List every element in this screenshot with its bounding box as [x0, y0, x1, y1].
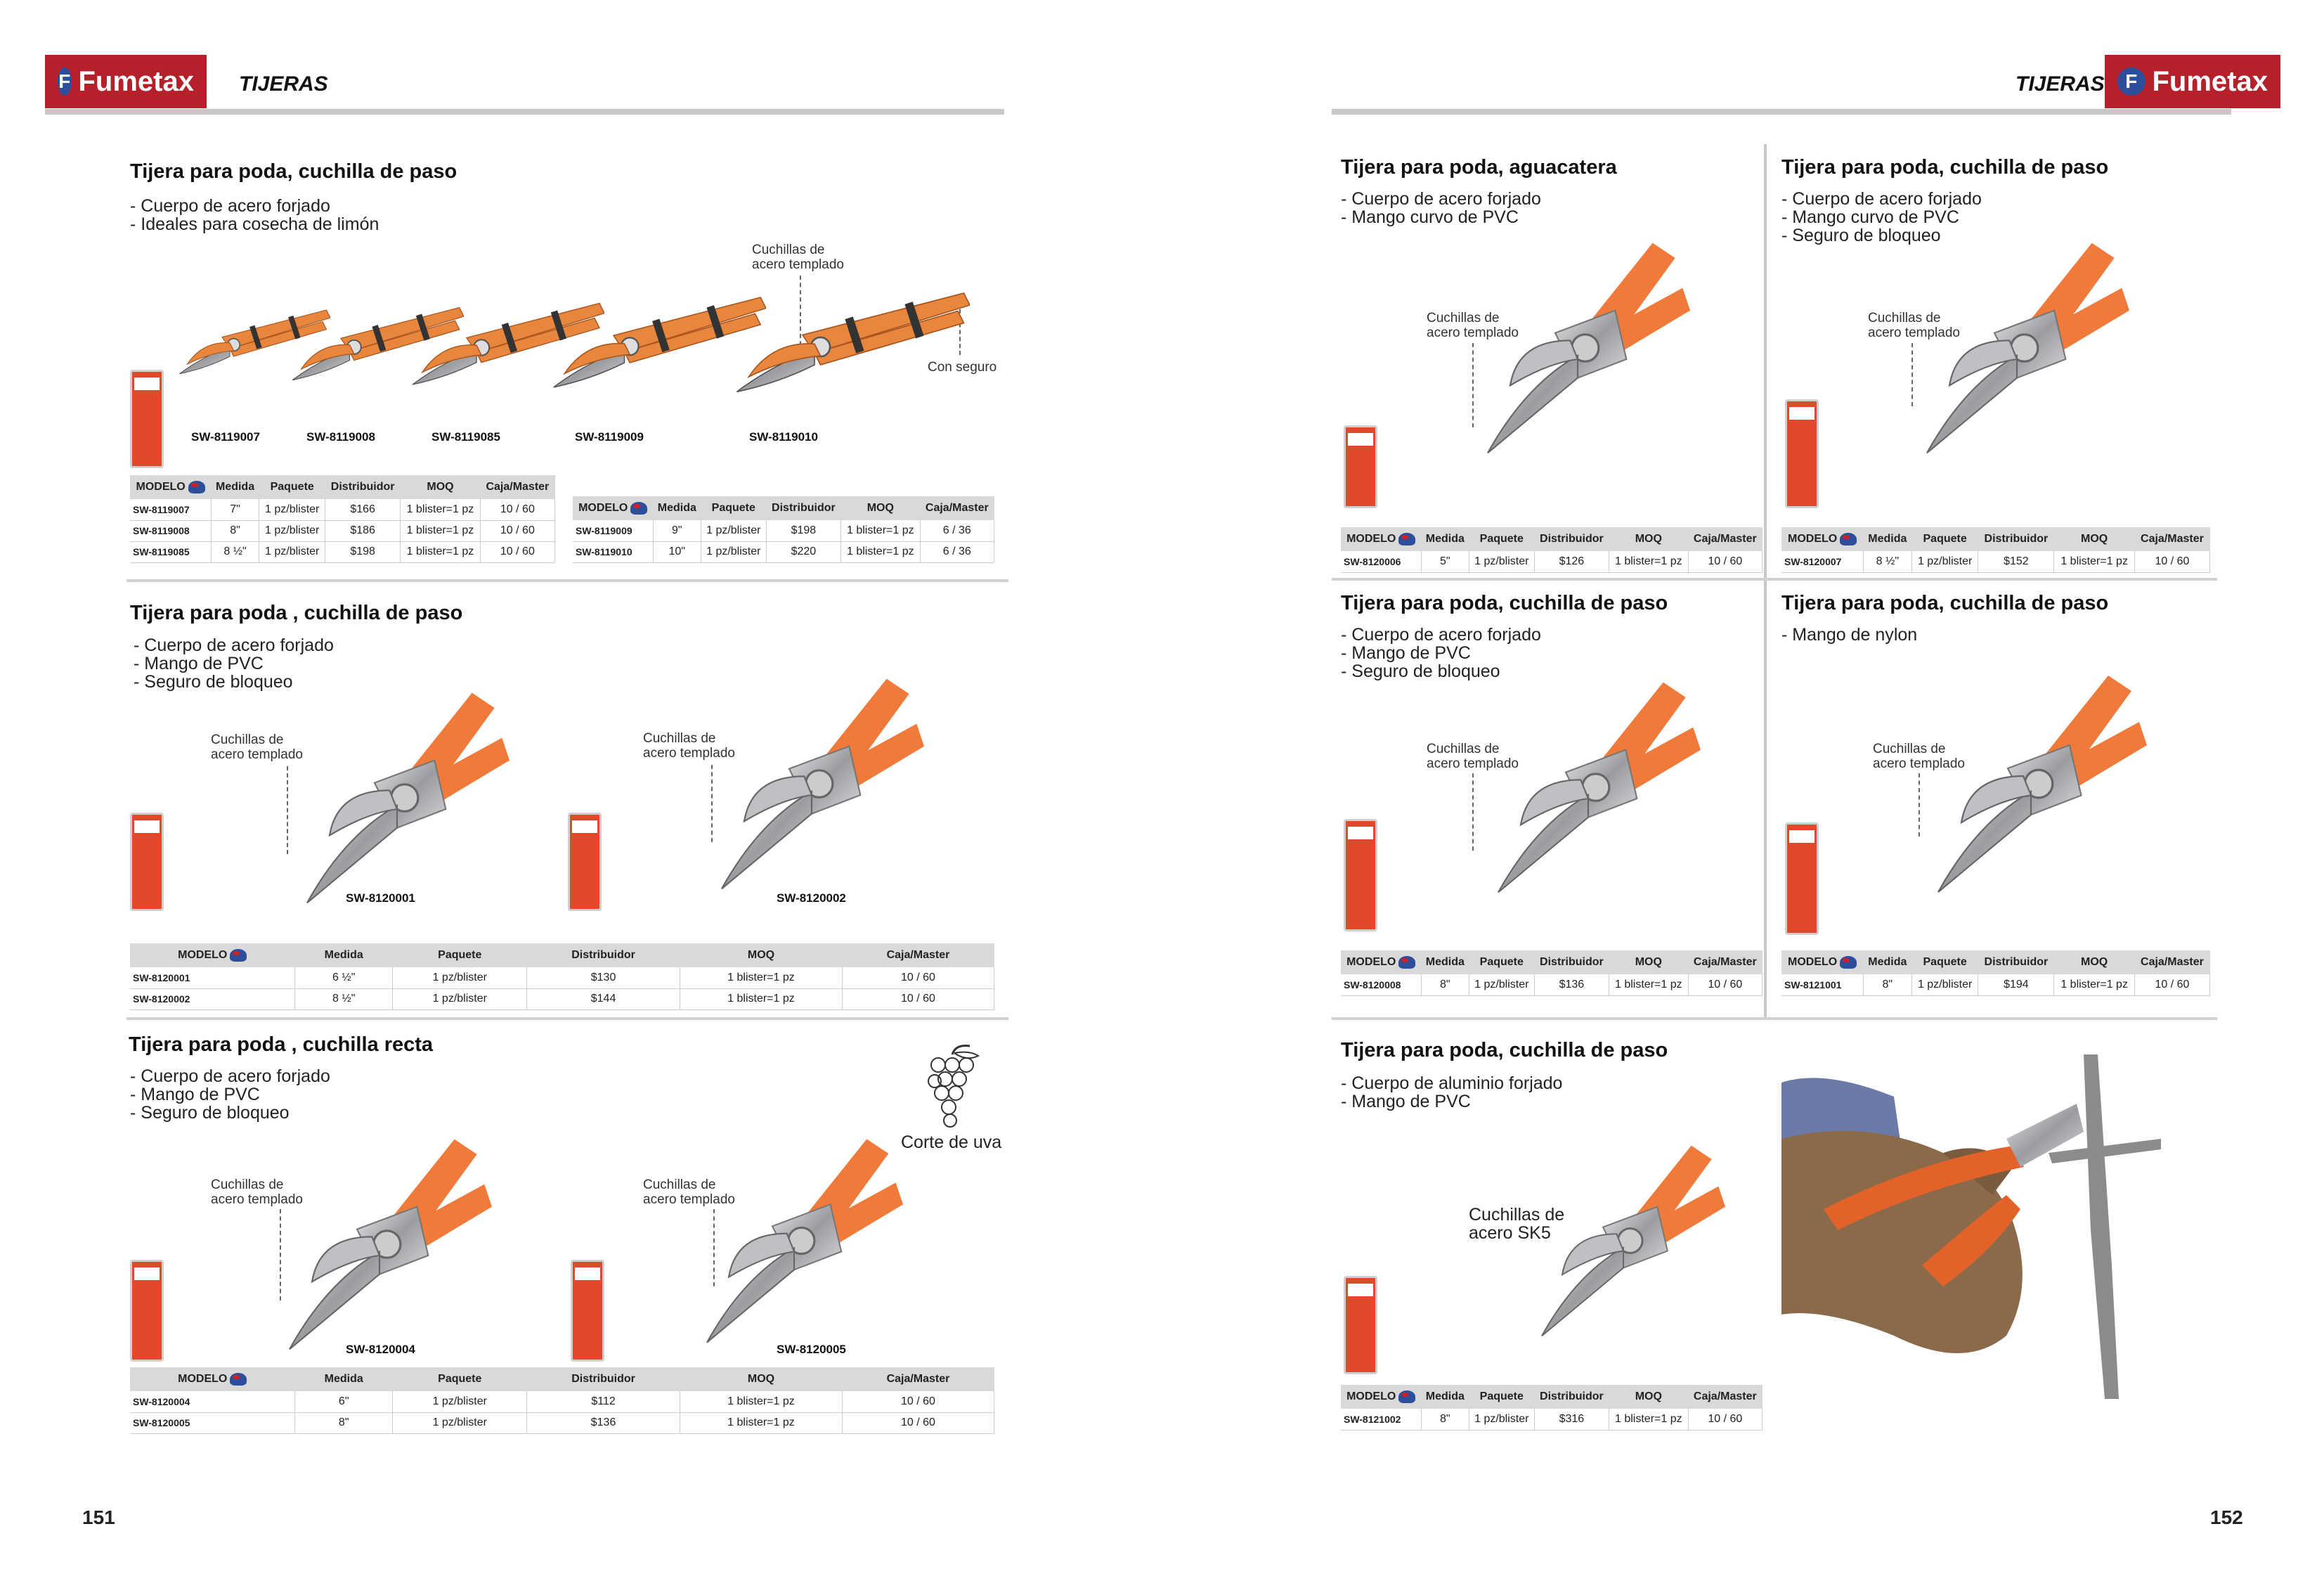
header-rule-left — [45, 109, 1004, 115]
section-title: Tijera para poda, aguacatera — [1341, 156, 1617, 179]
table-row: SW-8120006 5" 1 pz/blister $126 1 blister=1 pz 10 / 60 — [1341, 551, 1763, 572]
aluminum-shears-image — [1476, 1139, 1771, 1343]
fumetax-mini-icon — [230, 949, 247, 962]
table-header: MODELO Medida Paquete Distribuidor MOQ Caja/Master — [1341, 527, 1763, 551]
table-row: SW-8119007 7" 1 pz/blister $166 1 blister=1 pz 10 / 60 — [130, 499, 555, 520]
table-header: MODELO Medida Paquete Distribuidor MOQ Caja/Master — [1341, 950, 1763, 974]
table-header: MODELO Medida Paquete Distribuidor MOQ Caja/Master — [130, 1367, 994, 1391]
section-title: Tijera para poda , cuchilla recta — [129, 1033, 434, 1056]
model-label: SW-8119085 — [431, 430, 500, 444]
spec-table — [130, 1367, 994, 1434]
section-title: Tijera para poda, cuchilla de paso — [130, 160, 457, 183]
column-divider — [1764, 144, 1767, 1019]
blade-callout: Cuchillas de acero templado — [1873, 742, 1965, 771]
table-row: SW-8120001 6 ½" 1 pz/blister $130 1 blister=1 pz 10 / 60 — [130, 967, 994, 988]
blade-callout: Cuchillas de acero templado — [211, 1177, 303, 1207]
section-divider — [1332, 578, 2217, 581]
fumetax-mini-icon — [1398, 956, 1415, 969]
pruning-shears-image — [1448, 675, 1729, 900]
spec-table — [1341, 950, 1763, 996]
table-header: MODELO Medida Paquete Distribuidor MOQ Caja/Master — [130, 475, 555, 499]
spec-table — [130, 943, 994, 1010]
brand-name: Fumetax — [78, 65, 194, 97]
blade-callout: Cuchillas de acero SK5 — [1469, 1205, 1565, 1243]
grape-shears-image — [253, 1132, 506, 1357]
table-header: MODELO Medida Paquete Distribuidor MOQ Caja/Master — [1341, 1385, 1763, 1409]
model-label: SW-8119008 — [306, 430, 375, 444]
table-header: MODELO Medida Paquete Distribuidor MOQ Caja/Master — [573, 496, 994, 520]
blister-pack-image — [1344, 819, 1377, 931]
section-title: Tijera para poda , cuchilla de paso — [130, 602, 463, 624]
feature-list: - Mango de nylon — [1781, 625, 1918, 645]
blade-callout: Cuchillas de acero templado — [1868, 311, 1960, 340]
blister-pack-image — [1785, 822, 1819, 935]
blister-pack-image — [568, 813, 602, 911]
gloved-hand-photo — [1781, 1054, 2161, 1399]
avocado-shears-image — [1451, 235, 1704, 460]
blister-pack-image — [571, 1260, 604, 1362]
page-number-right: 152 — [2210, 1506, 2243, 1528]
pruning-shears-image — [271, 685, 524, 910]
fumetax-logo-icon: F — [58, 67, 72, 96]
model-label: SW-8119007 — [191, 430, 260, 444]
blade-callout: Cuchillas de acero templado — [1427, 311, 1519, 340]
table-row: SW-8119010 10" 1 pz/blister $220 1 blister=1 pz 6 / 36 — [573, 541, 994, 562]
feature-list: - Cuerpo de aluminio forjado - Mango de PVC — [1341, 1073, 1563, 1111]
feature-list: - Cuerpo de acero forjado - Mango de PVC - Seguro de bloqueo — [130, 1066, 330, 1123]
model-label: SW-8120004 — [346, 1343, 415, 1356]
table-row: SW-8121002 8" 1 pz/blister $316 1 blister=1 pz 10 / 60 — [1341, 1409, 1763, 1430]
fumetax-mini-icon — [230, 1373, 247, 1386]
blade-callout: Cuchillas de acero templado — [211, 732, 303, 762]
blister-pack-image — [1344, 425, 1377, 508]
table-row: SW-8120007 8 ½" 1 pz/blister $152 1 blister=1 pz 10 / 60 — [1781, 551, 2210, 572]
fumetax-mini-icon — [630, 502, 647, 515]
feature-list: - Cuerpo de acero forjado - Ideales para cosecha de limón — [130, 196, 379, 234]
blister-pack-image — [1344, 1276, 1377, 1374]
table-row: SW-8120008 8" 1 pz/blister $136 1 blister=1 pz 10 / 60 — [1341, 974, 1763, 995]
pruning-shears-image — [692, 671, 931, 896]
blister-pack-image — [130, 813, 164, 911]
spec-table — [1341, 1385, 1763, 1431]
fumetax-mini-icon — [188, 481, 205, 493]
grape-cut-label: Corte de uva — [901, 1132, 1002, 1152]
table-header: MODELO Medida Paquete Distribuidor MOQ Caja/Master — [1781, 527, 2210, 551]
blade-callout: Cuchillas de acero templado — [752, 243, 844, 272]
model-label: SW-8120002 — [777, 891, 846, 905]
model-label: SW-8119010 — [749, 430, 818, 444]
spec-table — [1781, 527, 2210, 573]
spec-table — [573, 496, 994, 563]
lopper-image — [731, 264, 970, 418]
header-rule-right — [1332, 109, 2231, 115]
blade-callout: Cuchillas de acero templado — [643, 731, 735, 761]
spec-table — [1781, 950, 2210, 996]
pruning-shears-image — [1876, 235, 2157, 460]
fumetax-mini-icon — [1398, 533, 1415, 546]
feature-list: - Cuerpo de acero forjado - Mango curvo de PVC — [1341, 189, 1541, 227]
model-label: SW-8120005 — [777, 1343, 846, 1356]
blister-pack-image — [1785, 399, 1819, 508]
table-row: SW-8119009 9" 1 pz/blister $198 1 blister=1 pz 6 / 36 — [573, 520, 994, 541]
table-row: SW-8120005 8" 1 pz/blister $136 1 blister=1 pz 10 / 60 — [130, 1412, 994, 1433]
table-row: SW-8119008 8" 1 pz/blister $186 1 blister=1 pz 10 / 60 — [130, 520, 555, 541]
section-title: Tijera para poda, cuchilla de paso — [1781, 156, 2109, 179]
section-title: Tijera para poda, cuchilla de paso — [1341, 592, 1668, 614]
model-label: SW-8119009 — [575, 430, 644, 444]
table-header: MODELO Medida Paquete Distribuidor MOQ Caja/Master — [130, 943, 994, 967]
spec-table — [130, 475, 555, 563]
section-divider — [126, 1017, 1008, 1020]
table-row: SW-8121001 8" 1 pz/blister $194 1 blister=1 pz 10 / 60 — [1781, 974, 2210, 995]
category-title-left: TIJERAS — [239, 72, 328, 96]
brand-logo-left — [45, 55, 207, 108]
table-row: SW-8120002 8 ½" 1 pz/blister $144 1 blister=1 pz 10 / 60 — [130, 988, 994, 1009]
blister-pack-image — [130, 1260, 164, 1362]
brand-name: Fumetax — [2152, 65, 2268, 97]
fumetax-mini-icon — [1398, 1390, 1415, 1403]
grape-shears-image — [671, 1132, 917, 1350]
brand-logo-right — [2105, 55, 2280, 108]
section-title: Tijera para poda, cuchilla de paso — [1781, 592, 2109, 614]
table-row: SW-8120004 6" 1 pz/blister $112 1 blister=1 pz 10 / 60 — [130, 1391, 994, 1412]
feature-list: - Cuerpo de acero forjado - Mango curvo de PVC - Seguro de bloqueo — [1781, 189, 1982, 245]
blister-pack-image — [130, 370, 164, 468]
page-number-left: 151 — [82, 1506, 115, 1528]
feature-list: - Cuerpo de acero forjado - Mango de PVC - Seguro de bloqueo — [1341, 625, 1541, 681]
fumetax-mini-icon — [1840, 956, 1857, 969]
blade-callout: Cuchillas de acero templado — [643, 1177, 735, 1207]
feature-list: - Cuerpo de acero forjado - Mango de PVC - Seguro de bloqueo — [134, 635, 334, 692]
nylon-handle-shears-image — [1890, 668, 2172, 900]
fumetax-logo-icon: F — [2117, 67, 2146, 96]
table-row: SW-8119085 8 ½" 1 pz/blister $198 1 blister=1 pz 10 / 60 — [130, 541, 555, 562]
table-header: MODELO Medida Paquete Distribuidor MOQ Caja/Master — [1781, 950, 2210, 974]
fumetax-mini-icon — [1840, 533, 1857, 546]
section-divider — [126, 579, 1008, 582]
section-divider — [1332, 1017, 2217, 1020]
section-title: Tijera para poda, cuchilla de paso — [1341, 1039, 1668, 1061]
grape-icon — [921, 1040, 984, 1132]
lock-callout: Con seguro — [928, 360, 997, 375]
model-label: SW-8120001 — [346, 891, 415, 905]
category-title-right: TIJERAS — [2015, 72, 2105, 96]
spec-table — [1341, 527, 1763, 573]
blade-callout: Cuchillas de acero templado — [1427, 742, 1519, 771]
gloved-hand-cutting-photo — [1781, 1054, 2161, 1399]
